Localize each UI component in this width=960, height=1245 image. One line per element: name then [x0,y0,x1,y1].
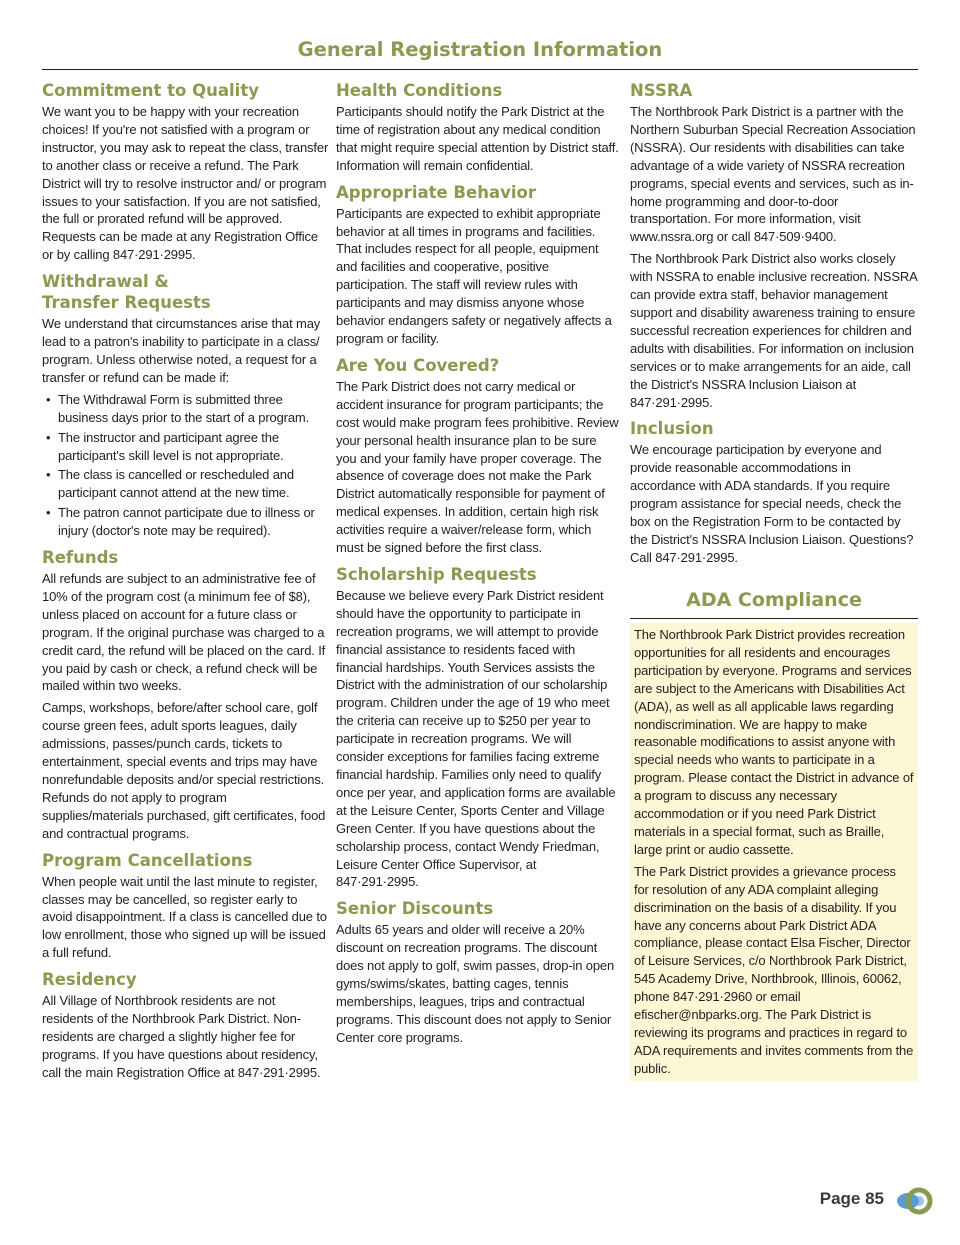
park-district-logo-icon [892,1184,934,1218]
commitment-text: We want you to be happy with your recreation choices! If you're not satisfied with a program or instructor, you may ask to repeat the class, transfer to another class or receive a refund. The Park District will try to resolve instructor and/ or program issues to your satisfaction. If you are not satisfied, the full or prorated refund will be approved. Requests can be made at any Registration Office or by calling 847·291·2995. [42,104,329,263]
senior-heading: Senior Discounts [336,899,494,919]
scholarship-text: Because we believe every Park District resident should have the opportunity to participate in recreation programs, we will attempt to provide financial assistance to residents faced with financial hardships. Youth Services assists the District with the administration of our scholarship program. Children under the age of 19 who meet the criteria can receive up to $250 per year to participate in recreation programs. We will consider exceptions for families facing extreme financial hardship. Families only need to qualify once per year, and application forms are available at the Leisure Center, Sports Center and Village Green Center. If you have questions about the scholarship process, contact Wendy Friedman, Leisure Center Office Supervisor, at 847·291·2995. [336,587,616,890]
cancellations-text: When people wait until the last minute to register, classes may be cancelled, so register early to avoid disappointment. If a class is cancelled due to low enrollment, those who signed up will be issued a full refund. [42,873,327,961]
column-middle [336,80,620,1051]
residency-text: All Village of Northbrook residents are not residents of the Northbrook Park District. Non-residents are charged a slightly higher fee for programs. If you have questions about residency, call the main Registration Office at 847·291·2995. [42,993,321,1080]
inclusion-heading: Inclusion [630,419,714,439]
refunds-heading: Refunds [42,548,119,568]
page-title: General Registration Information [297,38,663,61]
withdrawal-heading-line1: Withdrawal & [42,272,169,292]
senior-text: Adults 65 years and older will receive a 20% discount on recreation programs. The discount does not apply to golf, swim passes, drop-in open gyms/swims/skates, batting cages, tennis memberships, leagues, trips and contractual programs. This discount does not apply to Senior Center core programs. [336,922,615,1045]
logo-center [914,1196,924,1206]
withdrawal-text: We understand that circumstances arise that may lead to a patron's inability to participate in a class/ program. Unless otherwise noted, a request for a transfer or refund can be made if: [42,316,321,385]
list-item: • The Withdrawal Form is submitted three business days prior to the start of a program. [42,391,330,427]
ada-heading: ADA Compliance [686,589,862,611]
health-heading: Health Conditions [336,81,503,100]
covered-heading: Are You Covered? [336,355,500,375]
page-number: Page 85 [819,1189,884,1208]
commitment-heading: Commitment to Quality [42,81,259,100]
withdrawal-heading-line2: Transfer Requests [42,293,211,313]
nssra-text: The Northbrook Park District is a partner with the Northern Suburban Special Recreation Association (NSSRA). Our residents with disabilities can take advantage of a wide variety of NSSRA recreation programs, special events and services, such as in-home programming and door-to-door transportation. For more information, visit www.nssra.org or call 847·509·9400. [630,104,916,245]
behavior-text: Participants are expected to exhibit appropriate behavior at all times in programs and facilities. That includes respect for all people, equipment and facilities and cooperative, positive participation. The staff will review rules with participants and may dismiss anyone whose behavior endangers safety or negatively affects a program or facility. [336,205,612,346]
list-item: • The patron cannot participate due to illness or injury (doctor's note may be required). [42,504,330,540]
ada-divider [630,618,918,619]
list-item: • The class is cancelled or rescheduled and participant cannot attend at the new time. [42,466,330,502]
ada-grievance-text: The Park District provides a grievance process for resolution of any ADA complaint alleging discrimination on the basis of a disability. If you have any concerns about Park District ADA compliance, please contact Elsa Fischer, Director of Leisure Services, c/o Northbrook Park District, 545 Academy Drive, Northbrook, Illinois, 60062, phone 847·291·2960 or email efischer@nbparks.org. The Park District is reviewing its programs and practices in regard to ADA requirements and invites comments from the public. [634,863,914,1076]
ada-text: The Northbrook Park District provides recreation opportunities for all residents and encourages participation by everyone. Programs and services are subject to the Americans with Disabilities Act (ADA), as well as all applicable laws regarding nondiscrimination. We are happy to make reasonable modifications to assist anyone with special needs who wants to participate in a program. Please contact the District in advance of a program to discuss any necessary accommodation or if you need Park District materials in a special format, such as Braille, large print or audio cassette. [634,627,914,857]
withdrawal-heading [42,271,330,313]
refunds-exceptions-text: Camps, workshops, before/after school care, golf course green fees, adult sports leagues, daily admissions, passes/punch cards, tickets to entertainment, special events and trips may have nonrefundable deposits and/or special restrictions. Refunds do not apply to program supplies/materials purchased, gift certificates, food and contractual programs. [42,700,326,841]
ada-compliance-box [630,623,918,1081]
title-divider [42,69,918,70]
list-item: • The instructor and participant agree the participant's skill level is not appropriate. [42,429,330,465]
nssra-inclusion-text: The Northbrook Park District also works closely with NSSRA to enable inclusive recreation. NSSRA can provide extra staff, behavior management support and disability awareness training to ensure successful recreation experiences for children and adults with disabilities. For information on inclusion services or to make arrangements for an aide, call the District's NSSRA Inclusion Liaison at 847·291·2995. [630,251,917,410]
cancellations-heading: Program Cancellations [42,850,253,870]
covered-text: The Park District does not carry medical or accident insurance for program participants; the cost would make program fees prohibitive. Review your personal health insurance plan to be sure you and your family have proper coverage. The absence of coverage does not make the Park District automatically responsible for payment of medical expenses. In addition, certain high risk activities require a waiver/release form, which must be signed before the first class. [336,378,619,556]
inclusion-text: We encourage participation by everyone and provide reasonable accommodations in accordance with ADA standards. If you require program assistance for special needs, check the box on the Registration Form to be contacted by the District's NSSRA Inclusion Liaison. Questions? Call 847·291·2995. [630,442,914,565]
column-right [630,80,918,571]
scholarship-heading: Scholarship Requests [336,564,537,584]
withdrawal-conditions-list [42,391,330,540]
residency-heading: Residency [42,970,137,990]
column-left [42,80,330,1086]
behavior-heading: Appropriate Behavior [336,182,536,202]
refunds-text: All refunds are subject to an administrative fee of 10% of the program cost (a minimum fee of $8), unless placed on account for a future class or program. If the original purchase was charged to a credit card, the refund will be placed on the card. If you paid by cash or check, a refund check will be mailed within two weeks. [42,571,326,694]
health-text: Participants should notify the Park District at the time of registration about any medical condition that might require special attention by District staff. Information will remain confidential. [336,104,619,173]
nssra-heading: NSSRA [630,81,693,100]
